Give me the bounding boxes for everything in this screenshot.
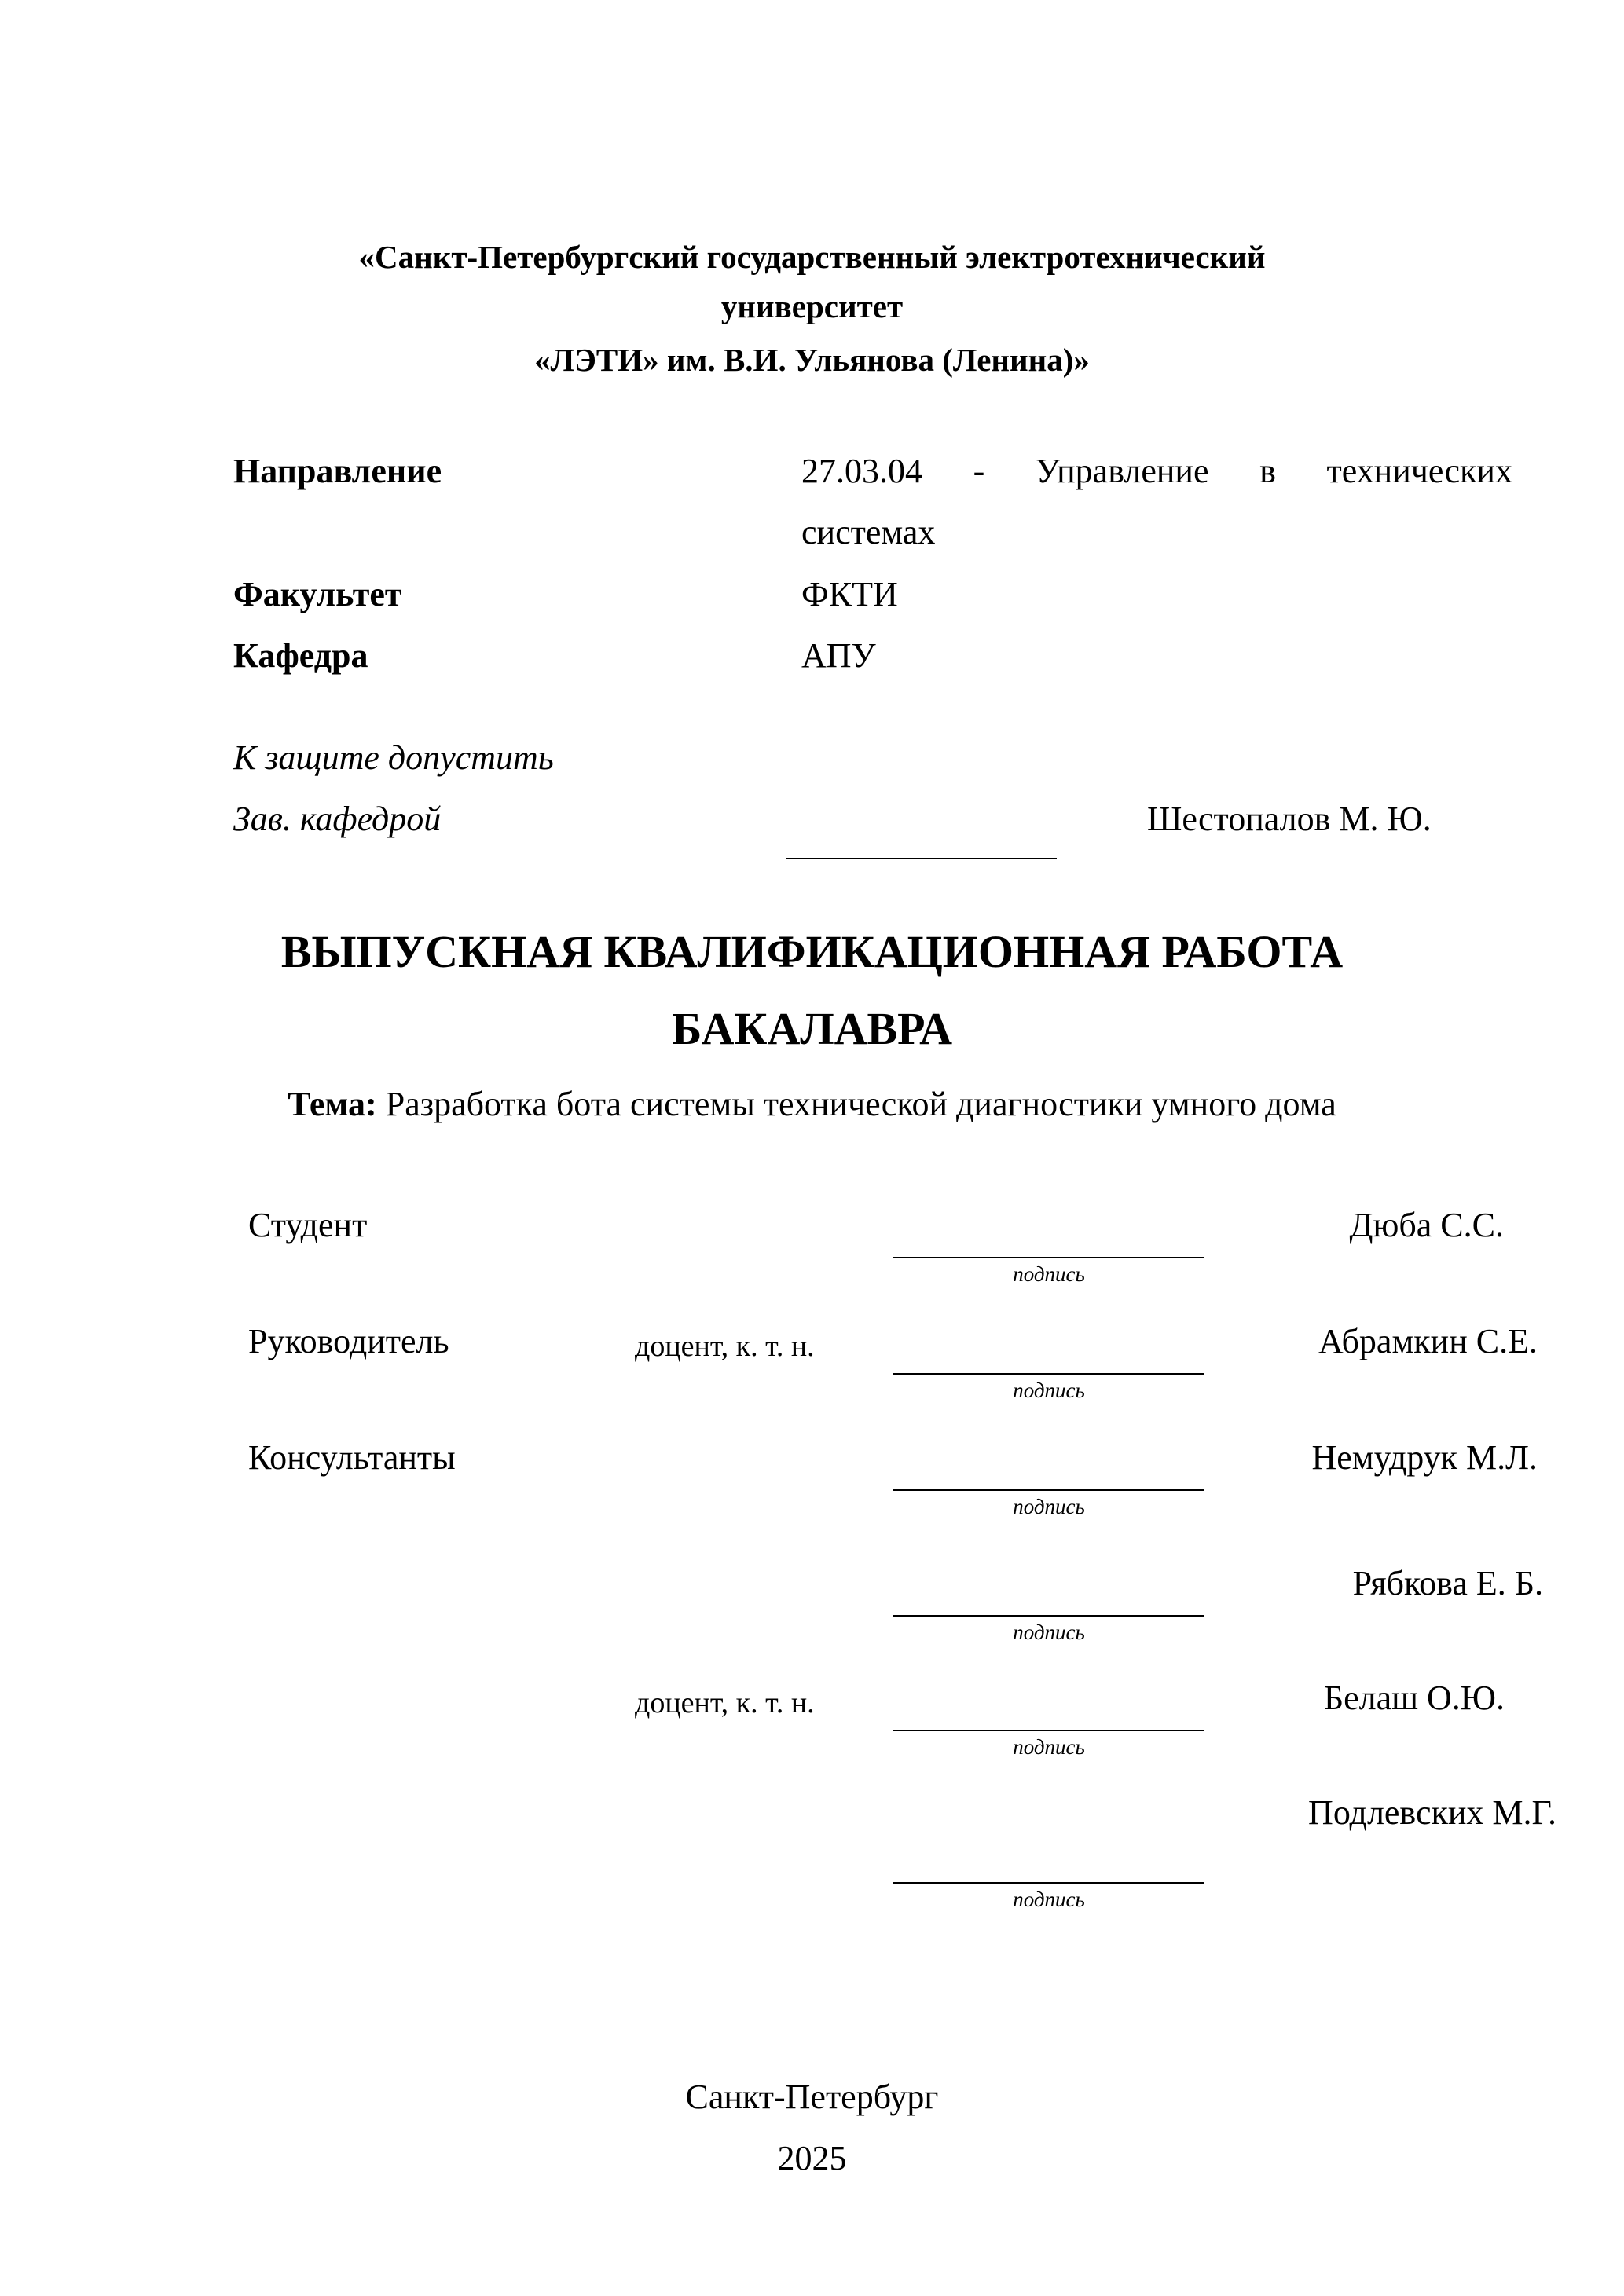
consultant-4-name: Подлевских М.Г. [1308, 1793, 1556, 1832]
direction-label: Направление [233, 452, 442, 490]
direction-value-line-2: системах [801, 513, 936, 551]
thesis-title-line-2: БАКАЛАВРА [671, 1003, 953, 1054]
student-signature-line [893, 1257, 1204, 1258]
consultant-2-signature-line [893, 1615, 1204, 1617]
head-name: Шестопалов М. Ю. [1147, 800, 1432, 838]
approval-line-2: Зав. кафедрой [233, 800, 442, 838]
head-signature-line [786, 858, 1057, 859]
faculty-label: Факультет [233, 575, 402, 613]
direction-value-line-1 [801, 448, 1512, 495]
thesis-title-line-1: ВЫПУСКНАЯ КВАЛИФИКАЦИОННАЯ РАБОТА [280, 926, 1344, 977]
direction-word: в [1259, 452, 1276, 490]
student-name: Дюба С.С. [1349, 1206, 1504, 1244]
thesis-topic [0, 1081, 1624, 1128]
supervisor-name: Абрамкин С.Е. [1318, 1322, 1538, 1360]
signature-caption: подпись [1013, 1735, 1085, 1759]
direction-word: технических [1326, 452, 1512, 490]
department-label: Кафедра [233, 636, 368, 675]
signature-caption: подпись [1013, 1620, 1085, 1644]
consultant-3-title: доцент, к. т. н. [635, 1686, 815, 1719]
consultant-3-name: Белаш О.Ю. [1323, 1679, 1505, 1717]
signature-caption: подпись [1013, 1379, 1085, 1402]
signature-caption: подпись [1013, 1495, 1085, 1518]
direction-word: 27.03.04 [801, 452, 922, 490]
footer-year: 2025 [777, 2139, 847, 2177]
direction-word: Управление [1035, 452, 1209, 490]
signature-caption: подпись [1013, 1888, 1085, 1911]
approval-line-1: К защите допустить [233, 738, 554, 777]
student-label: Студент [248, 1206, 368, 1244]
consultant-4-signature-line [893, 1882, 1204, 1884]
faculty-value: ФКТИ [801, 575, 898, 613]
supervisor-title: доцент, к. т. н. [635, 1330, 815, 1363]
university-name-line-3: «ЛЭТИ» им. В.И. Ульянова (Ленина)» [534, 342, 1090, 378]
consultants-label: Консультанты [248, 1438, 456, 1477]
consultant-2-name: Рябкова Е. Б. [1352, 1564, 1543, 1602]
university-name-line-2: университет [720, 288, 904, 324]
topic-text: Разработка бота системы технической диагностики умного дома [385, 1085, 1336, 1123]
signature-caption: подпись [1013, 1262, 1085, 1286]
topic-label: Тема: [288, 1085, 377, 1123]
supervisor-label: Руководитель [248, 1322, 449, 1360]
supervisor-signature-line [893, 1373, 1204, 1375]
footer-city: Санкт-Петербург [685, 2078, 939, 2116]
department-value: АПУ [801, 636, 876, 675]
university-name-line-1: «Санкт-Петербургский государственный электротехнический [358, 239, 1266, 275]
consultant-1-signature-line [893, 1489, 1204, 1491]
consultant-3-signature-line [893, 1730, 1204, 1731]
consultant-1-name: Немудрук М.Л. [1311, 1438, 1538, 1477]
direction-word: - [973, 452, 985, 490]
